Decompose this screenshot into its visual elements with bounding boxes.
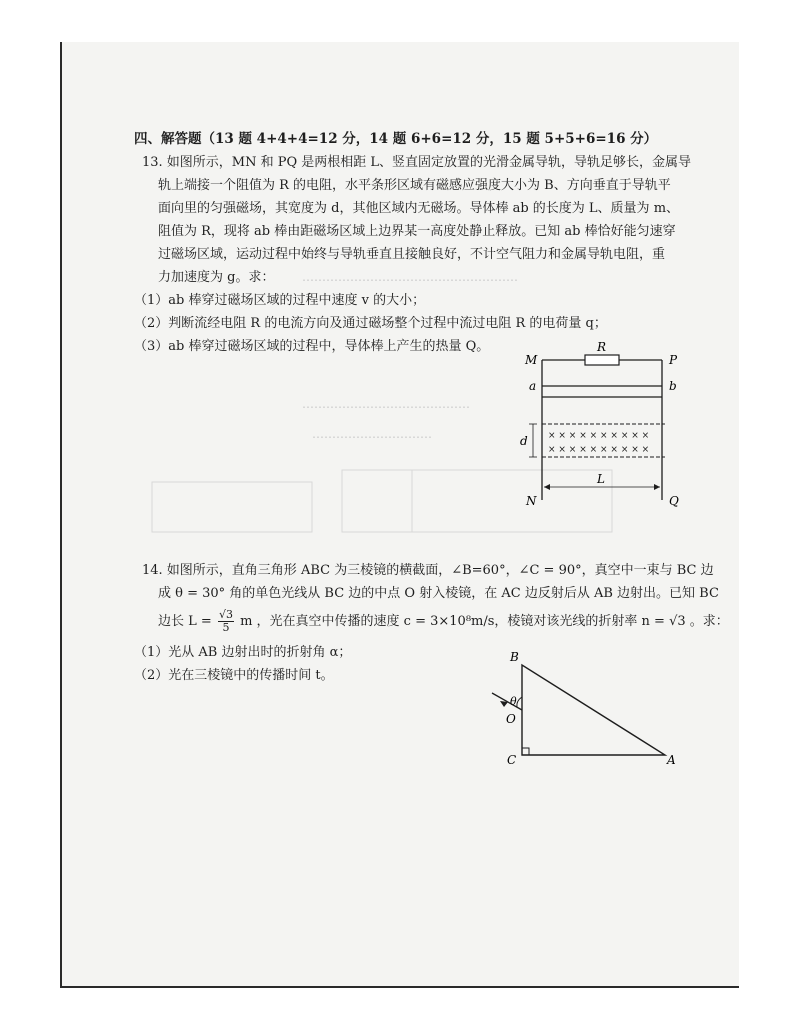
label-L: L bbox=[597, 472, 605, 486]
q14-subquestion: （2）光在三棱镜中的传播时间 t。 bbox=[134, 668, 334, 683]
label-O: O bbox=[506, 712, 516, 726]
q13-subquestion: （2）判断流经电阻 R 的电流方向及通过磁场整个过程中流过电阻 R 的电荷量 q； bbox=[134, 316, 607, 331]
q13-subquestion: （1）ab 棒穿过磁场区域的过程中速度 v 的大小； bbox=[134, 293, 426, 308]
label-b: b bbox=[669, 379, 677, 393]
label-Q: Q bbox=[669, 494, 679, 508]
bleed-through-text: …………………………………… bbox=[302, 397, 470, 411]
magnetic-field-row: × × × × × × × × × × bbox=[548, 445, 650, 455]
exam-paper bbox=[60, 42, 739, 988]
resistor bbox=[585, 355, 619, 365]
label-theta: θ bbox=[510, 695, 517, 708]
q13-line: 力加速度为 g。求： bbox=[158, 270, 275, 285]
label-C: C bbox=[507, 753, 517, 767]
label-N: N bbox=[526, 494, 537, 508]
label-a: a bbox=[529, 379, 537, 393]
bleed-through-text: ……………………………………………… bbox=[302, 270, 518, 284]
right-angle-mark bbox=[522, 748, 529, 755]
label-d: d bbox=[520, 434, 528, 448]
label-R: R bbox=[597, 342, 607, 354]
label-B: B bbox=[510, 650, 519, 664]
q13-line: 13. 如图所示，MN 和 PQ 是两根相距 L、竖直固定放置的光滑金属导轨，导轨足够长，金属导 bbox=[142, 155, 692, 170]
q13-subquestion: （3）ab 棒穿过磁场区域的过程中，导体棒上产生的热量 Q。 bbox=[134, 339, 490, 354]
q13-line: 过磁场区域，运动过程中始终与导轨垂直且接触良好，不计空气阻力和金属导轨电阻，重 bbox=[158, 247, 666, 262]
rail-magnetic-field-diagram bbox=[517, 342, 692, 512]
fraction-denominator: 5 bbox=[222, 621, 230, 634]
q14-line3-suffix: m ，光在真空中传播的速度 c = 3×10⁸m/s，棱镜对该光线的折射率 n = √3 。求： bbox=[240, 614, 729, 629]
q13-line: 面向里的匀强磁场，其宽度为 d，其他区域内无磁场。导体棒 ab 的长度为 L、质量为 m、 bbox=[158, 201, 680, 216]
q13-line: 阻值为 R，现将 ab 棒由距磁场区域上边界某一高度处静止释放。已知 ab 棒恰好能匀速穿 bbox=[158, 224, 676, 239]
label-P: P bbox=[669, 353, 678, 367]
magnetic-field-row: × × × × × × × × × × bbox=[548, 431, 650, 441]
section-heading: 四、解答题（13 题 4+4+4=12 分，14 题 6+6=12 分，15 题 5+5+6=16 分） bbox=[134, 131, 658, 147]
q14-line: 成 θ = 30° 角的单色光线从 BC 边的中点 O 射入棱镜，在 AC 边反射后从 AB 边射出。已知 BC bbox=[158, 586, 719, 601]
fraction-numerator: √3 bbox=[218, 608, 233, 621]
q13-line: 轨上端接一个阻值为 R 的电阻，水平条形区域有磁感应强度大小为 B、方向垂直于导轨平 bbox=[158, 178, 671, 193]
bleed-through-text: ………………………… bbox=[312, 427, 432, 441]
fraction-bc-length bbox=[218, 609, 234, 634]
q14-line bbox=[158, 608, 729, 636]
q14-subquestion: （1）光从 AB 边射出时的折射角 α； bbox=[134, 645, 352, 660]
q14-line: 14. 如图所示，直角三角形 ABC 为三棱镜的横截面，∠B=60°，∠C = 90°，真空中一束与 BC 边 bbox=[142, 563, 714, 578]
q14-line3-prefix: 边长 L = bbox=[158, 614, 212, 629]
triangle-abc bbox=[522, 665, 665, 755]
prism-triangle-diagram bbox=[477, 647, 692, 772]
label-A: A bbox=[667, 753, 676, 767]
label-M: M bbox=[525, 353, 538, 367]
